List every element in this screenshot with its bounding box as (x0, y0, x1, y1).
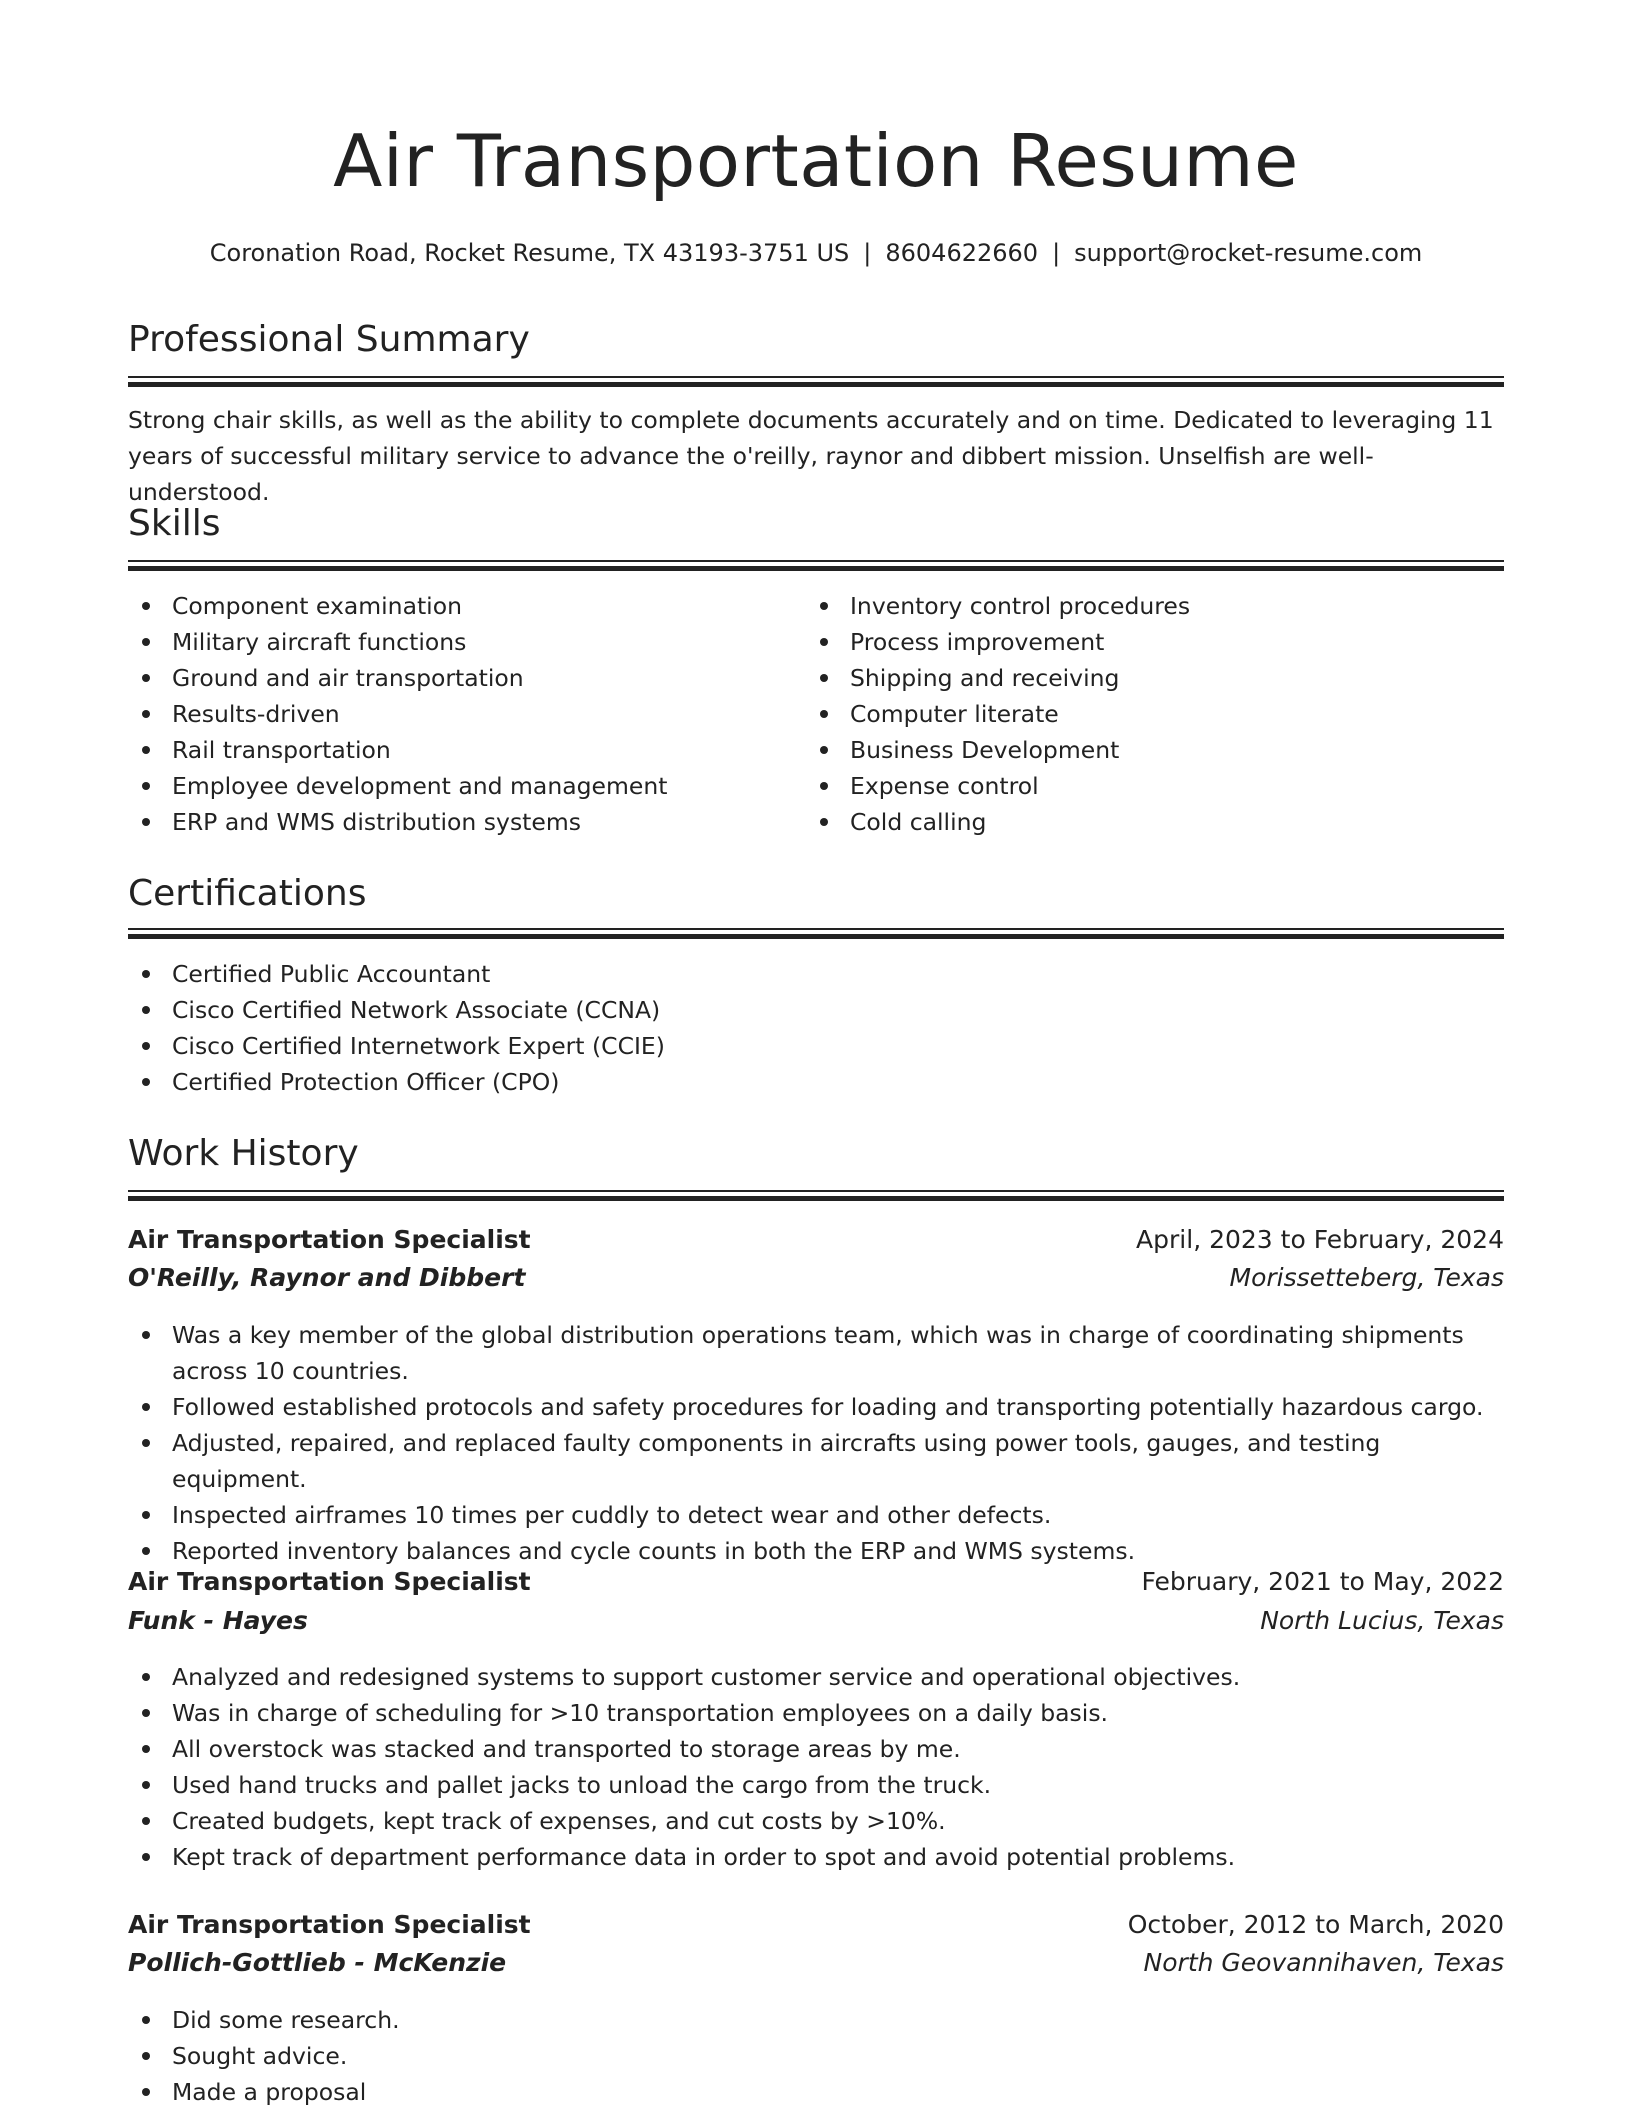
certification-item: Cisco Certified Internetwork Expert (CCIE) (128, 1028, 1504, 1064)
job-company: Funk - Hayes (128, 1606, 308, 1635)
certifications-list (128, 956, 1504, 1100)
skill-item: Process improvement (806, 624, 1466, 660)
job-bullets (128, 2002, 1504, 2110)
skill-item: Expense control (806, 768, 1466, 804)
job-bullet: Did some research. (128, 2002, 1504, 2038)
section-divider (128, 560, 1504, 570)
skill-item: Military aircraft functions (128, 624, 788, 660)
job-company: Pollich-Gottlieb - McKenzie (128, 1948, 507, 1977)
job-bullet: Was in charge of scheduling for >10 transportation employees on a daily basis. (128, 1695, 1504, 1731)
section-divider (128, 376, 1504, 386)
job-dates: October, 2012 to March, 2020 (1127, 1910, 1504, 1939)
contact-separator: | (863, 239, 872, 267)
job-bullet: Adjusted, repaired, and replaced faulty components in aircrafts using power tools, gauges, and testing equipment. (128, 1425, 1504, 1497)
job-bullets (128, 1317, 1504, 1569)
job-location: North Geovannihaven, Texas (1143, 1948, 1504, 1977)
job-bullet: Made a proposal (128, 2074, 1504, 2110)
job-bullet: Sought advice. (128, 2038, 1504, 2074)
skill-item: Cold calling (806, 804, 1466, 840)
job-bullet: Used hand trucks and pallet jacks to unload the cargo from the truck. (128, 1767, 1504, 1803)
job-bullet: Inspected airframes 10 times per cuddly to detect wear and other defects. (128, 1497, 1504, 1533)
skills-list-right (806, 588, 1466, 840)
job-bullet: Kept track of department performance data in order to spot and avoid potential problems. (128, 1839, 1504, 1875)
certification-item: Certified Public Accountant (128, 956, 1504, 992)
section-divider (128, 928, 1504, 938)
job-title: Air Transportation Specialist (128, 1910, 531, 1939)
contact-phone: 8604622660 (885, 239, 1039, 267)
skills-list-left (128, 588, 788, 840)
skill-item: Rail transportation (128, 732, 788, 768)
skill-item: Computer literate (806, 696, 1466, 732)
contact-email[interactable]: support@rocket-resume.com (1074, 239, 1423, 267)
section-heading-skills: Skills (128, 503, 221, 544)
job-dates: April, 2023 to February, 2024 (1136, 1225, 1504, 1254)
job-company: O'Reilly, Raynor and Dibbert (128, 1263, 526, 1292)
certification-item: Cisco Certified Network Associate (CCNA) (128, 992, 1504, 1028)
job-title: Air Transportation Specialist (128, 1567, 531, 1596)
job-bullet: Reported inventory balances and cycle counts in both the ERP and WMS systems. (128, 1533, 1504, 1569)
summary-text (128, 402, 1504, 510)
section-heading-certifications: Certifications (128, 873, 367, 914)
job-bullet: Followed established protocols and safety procedures for loading and transporting potentially hazardous cargo. (128, 1389, 1504, 1425)
summary-line: Strong chair skills, as well as the ability to complete documents accurately and on time. Dedicated to leveraging 11 (128, 406, 1494, 434)
job-bullet: Created budgets, kept track of expenses, and cut costs by >10%. (128, 1803, 1504, 1839)
job-title: Air Transportation Specialist (128, 1225, 531, 1254)
skill-item: Employee development and management (128, 768, 788, 804)
section-divider (128, 1190, 1504, 1200)
contact-address: Coronation Road, Rocket Resume, TX 43193-3751 US (209, 239, 850, 267)
skill-item: Ground and air transportation (128, 660, 788, 696)
skill-item: Component examination (128, 588, 788, 624)
job-bullet: All overstock was stacked and transported to storage areas by me. (128, 1731, 1504, 1767)
resume-title: Air Transportation Resume (333, 119, 1299, 203)
job-bullet: Analyzed and redesigned systems to support customer service and operational objectives. (128, 1659, 1504, 1695)
summary-line: years of successful military service to advance the o'reilly, raynor and dibbert mission. Unselfish are well-understood. (128, 442, 1374, 506)
skill-item: Results-driven (128, 696, 788, 732)
skill-item: ERP and WMS distribution systems (128, 804, 788, 840)
job-location: Morissetteberg, Texas (1229, 1263, 1504, 1292)
job-bullet: Was a key member of the global distribution operations team, which was in charge of coordinating shipments across 10 countries. (128, 1317, 1504, 1389)
certification-item: Certified Protection Officer (CPO) (128, 1064, 1504, 1100)
job-dates: February, 2021 to May, 2022 (1141, 1567, 1504, 1596)
job-location: North Lucius, Texas (1260, 1606, 1504, 1635)
skill-item: Inventory control procedures (806, 588, 1466, 624)
section-heading-summary: Professional Summary (128, 319, 530, 360)
skill-item: Shipping and receiving (806, 660, 1466, 696)
contact-line (128, 238, 1504, 269)
section-heading-work-history: Work History (128, 1133, 359, 1174)
contact-separator: | (1052, 239, 1061, 267)
job-bullets (128, 1659, 1504, 1875)
skill-item: Business Development (806, 732, 1466, 768)
